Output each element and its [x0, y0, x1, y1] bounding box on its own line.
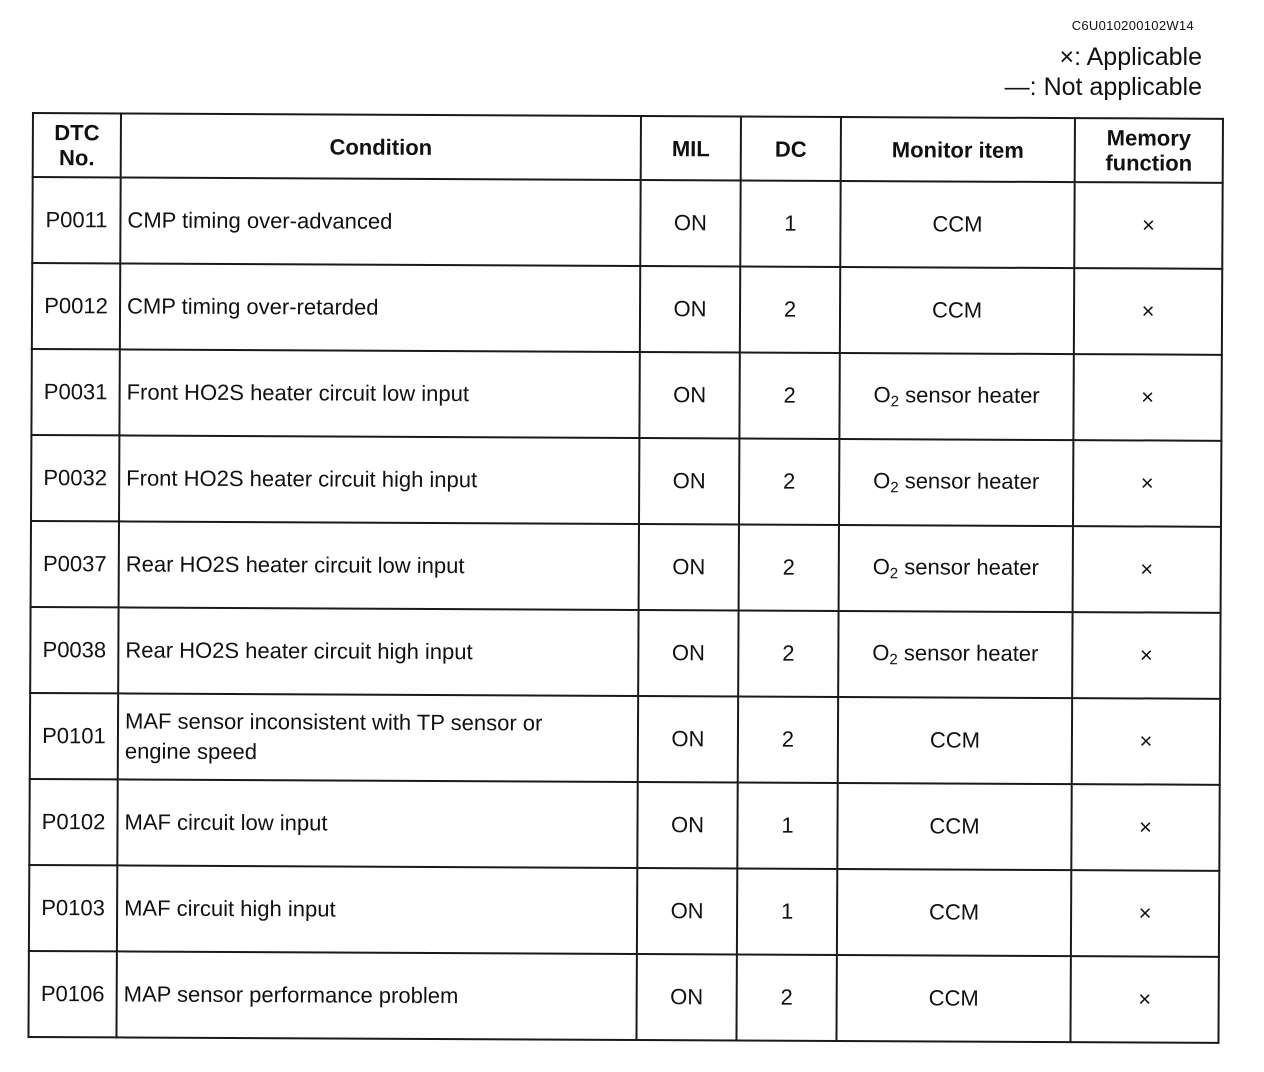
header-monitor-item: Monitor item	[841, 117, 1075, 182]
memory-cell: ×	[1071, 784, 1219, 871]
not-applicable-symbol: —	[1004, 73, 1030, 101]
monitor-cell: CCM	[837, 783, 1071, 870]
monitor-cell	[839, 353, 1073, 440]
mil-cell: ON	[639, 438, 739, 524]
memory-cell: ×	[1073, 526, 1221, 613]
monitor-cell: CCM	[840, 181, 1074, 268]
header-mil: MIL	[641, 116, 741, 180]
dc-cell: 2	[738, 610, 838, 696]
header-memory-line1: Memory	[1106, 125, 1192, 151]
monitor-suffix: sensor heater	[898, 554, 1039, 580]
dtc-cell: P0038	[30, 607, 118, 693]
dtc-cell: P0011	[32, 177, 120, 263]
header-dc: DC	[741, 116, 841, 180]
mil-cell: ON	[637, 868, 737, 954]
condition-line2: engine speed	[124, 738, 258, 765]
dc-cell: 2	[739, 524, 839, 610]
memory-cell: ×	[1074, 182, 1222, 269]
table-row	[28, 951, 1218, 1043]
dc-cell: 2	[739, 352, 839, 438]
applicable-label: : Applicable	[1074, 43, 1202, 71]
applicable-symbol: ×	[1059, 43, 1075, 71]
monitor-prefix: O	[872, 640, 890, 666]
condition-cell: MAF circuit low input	[117, 779, 637, 868]
header-dtc-line2: No.	[58, 145, 95, 171]
monitor-subscript: 2	[889, 651, 898, 669]
dtc-cell: P0012	[32, 263, 120, 349]
table-row	[30, 693, 1220, 785]
condition-cell	[118, 693, 638, 782]
dc-cell: 1	[737, 782, 837, 868]
document-code: C6U010200102W14	[1071, 18, 1194, 33]
memory-cell: ×	[1074, 268, 1222, 355]
table-row	[29, 865, 1219, 957]
memory-cell: ×	[1070, 956, 1218, 1043]
memory-cell: ×	[1071, 870, 1219, 957]
header-dtc-line1: DTC	[54, 120, 100, 146]
monitor-prefix: O	[872, 554, 890, 580]
condition-cell: CMP timing over-retarded	[120, 263, 640, 352]
monitor-suffix: sensor heater	[898, 468, 1040, 494]
memory-cell: ×	[1072, 612, 1220, 699]
dtc-cell: P0106	[28, 951, 116, 1037]
memory-cell: ×	[1072, 698, 1220, 785]
monitor-cell: CCM	[840, 267, 1074, 354]
table-row	[30, 607, 1220, 699]
dtc-cell: P0031	[31, 349, 119, 435]
table-row	[29, 779, 1219, 871]
monitor-subscript: 2	[890, 479, 899, 497]
dc-cell: 2	[738, 696, 838, 782]
mil-cell: ON	[636, 954, 736, 1040]
header-memory-function	[1075, 118, 1223, 183]
mil-cell: ON	[639, 352, 739, 438]
monitor-subscript: 2	[889, 565, 899, 583]
header-condition: Condition	[121, 113, 641, 180]
dc-cell: 1	[737, 868, 837, 954]
dc-cell: 2	[736, 954, 836, 1040]
table-row	[32, 263, 1222, 355]
legend	[1005, 42, 1202, 102]
dc-cell: 2	[739, 438, 839, 524]
dtc-cell: P0102	[29, 779, 117, 865]
condition-cell: CMP timing over-advanced	[120, 177, 640, 266]
mil-cell: ON	[640, 266, 740, 352]
header-dtc-no	[33, 113, 121, 177]
dc-cell: 1	[740, 180, 840, 266]
condition-cell: Rear HO2S heater circuit high input	[118, 607, 638, 696]
mil-cell: ON	[638, 610, 738, 696]
monitor-cell	[839, 439, 1073, 526]
table-row	[31, 349, 1221, 441]
memory-cell: ×	[1073, 354, 1221, 441]
dtc-cell: P0037	[31, 521, 119, 607]
table-row	[31, 521, 1221, 613]
monitor-suffix: sensor heater	[897, 640, 1039, 666]
monitor-suffix: sensor heater	[898, 382, 1040, 408]
monitor-cell	[838, 611, 1072, 698]
dtc-cell: P0032	[31, 435, 119, 521]
monitor-cell: CCM	[836, 955, 1070, 1042]
condition-cell: Rear HO2S heater circuit low input	[119, 521, 639, 610]
dtc-table	[27, 112, 1224, 1044]
condition-cell: MAF circuit high input	[117, 865, 637, 954]
table-row	[32, 177, 1222, 269]
monitor-subscript: 2	[890, 393, 900, 411]
dtc-cell: P0101	[30, 693, 118, 779]
condition-cell: Front HO2S heater circuit low input	[119, 349, 639, 438]
table-row	[31, 435, 1221, 527]
monitor-cell: CCM	[837, 869, 1071, 956]
condition-cell: Front HO2S heater circuit high input	[119, 435, 639, 524]
monitor-prefix: O	[873, 382, 891, 408]
dc-cell: 2	[740, 266, 840, 352]
mil-cell: ON	[638, 696, 738, 782]
not-applicable-label: : Not applicable	[1029, 73, 1202, 101]
table-header-row	[33, 113, 1223, 183]
monitor-prefix: O	[873, 468, 891, 494]
mil-cell: ON	[637, 782, 737, 868]
mil-cell: ON	[639, 524, 739, 610]
monitor-cell	[839, 525, 1073, 612]
header-memory-line2: function	[1105, 150, 1193, 176]
mil-cell: ON	[640, 180, 740, 266]
monitor-cell: CCM	[838, 697, 1072, 784]
legend-applicable	[1005, 42, 1202, 72]
condition-line1: MAF sensor inconsistent with TP sensor or	[124, 708, 543, 736]
condition-cell: MAP sensor performance problem	[116, 951, 636, 1040]
memory-cell: ×	[1073, 440, 1221, 527]
legend-not-applicable	[1005, 72, 1202, 102]
dtc-cell: P0103	[29, 865, 117, 951]
